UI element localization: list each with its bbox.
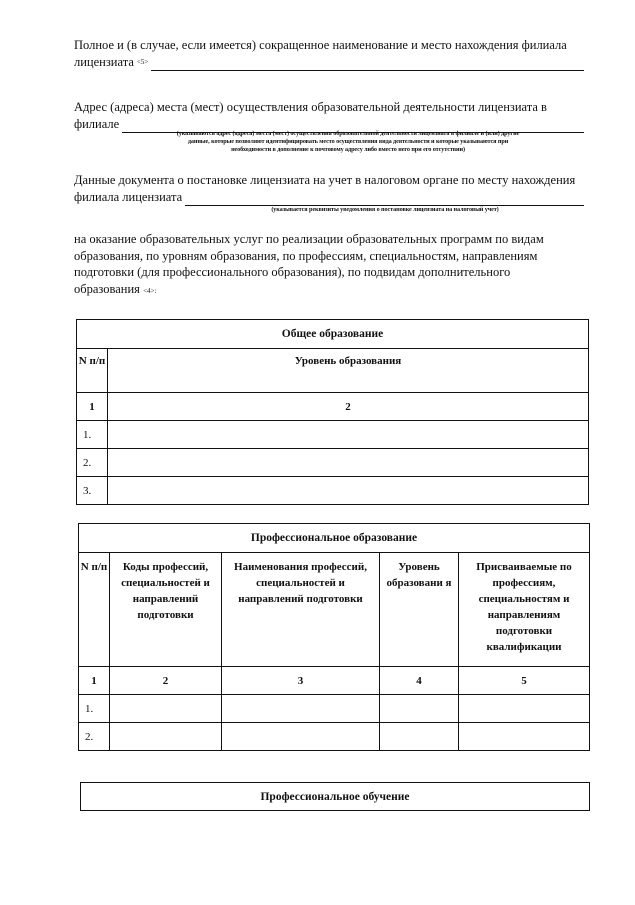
professional-education-title: Профессиональное образование	[79, 524, 590, 553]
row-number: 2.	[79, 723, 110, 751]
address-hint	[108, 130, 588, 154]
professional-training-table	[80, 782, 590, 811]
branch-licensee-label: филиала лицензиата	[74, 190, 183, 204]
branch-name-field[interactable]	[151, 57, 584, 71]
table-cell[interactable]	[108, 421, 589, 449]
table-cell[interactable]	[222, 723, 380, 751]
table-cell[interactable]	[222, 695, 380, 723]
professional-training-title: Профессиональное обучение	[81, 783, 590, 811]
footnote-ref-4: <4>:	[143, 286, 157, 295]
branch-name-label: Полное и (в случае, если имеется) сокращенное наименование и место нахождения филиала	[74, 38, 567, 52]
branch-label: филиале	[74, 117, 120, 131]
general-education-table	[76, 319, 589, 505]
services-description	[74, 231, 584, 299]
table-cell[interactable]	[108, 477, 589, 505]
professional-education-table	[78, 523, 590, 751]
tax-registration-hint: (указывается реквизиты уведомления о постановке лицензиата на налоговый учет)	[271, 206, 499, 213]
table-cell[interactable]	[380, 723, 459, 751]
footnote-ref-5: <5>	[136, 58, 149, 66]
table-cell[interactable]	[380, 695, 459, 723]
general-education-title: Общее образование	[77, 320, 589, 349]
column-number: 2	[108, 393, 589, 421]
column-header-names: Наименования профессий, специальностей и направлений подготовки	[222, 553, 380, 667]
column-number: 4	[380, 667, 459, 695]
tax-registration-field[interactable]	[185, 192, 584, 206]
services-text-line: подготовки (для профессионального образования), по подвидам дополнительного	[74, 265, 511, 279]
column-number: 2	[110, 667, 222, 695]
tax-registration-block	[74, 172, 584, 206]
column-header-qualifications: Присваиваемые по профессиям, специальностям и направлениям подготовки квалификации	[459, 553, 590, 667]
address-hint-line: данные, которые позволяют идентифицировать место осуществления вида деятельности и которые указываются при	[187, 138, 509, 145]
row-number: 1.	[77, 421, 108, 449]
table-cell[interactable]	[459, 723, 590, 751]
services-text-line: образования, по уровням образования, по профессиям, специальностям, направлениям	[74, 248, 538, 263]
address-label: Адрес (адреса) места (мест) осуществления образовательной деятельности лицензиата в	[74, 100, 547, 114]
address-hint-line: необходимости в дополнение к почтовому адресу либо вместо него при его отсутствии)	[231, 146, 465, 153]
branch-name-block	[74, 37, 584, 71]
row-number: 2.	[77, 449, 108, 477]
column-number: 1	[77, 393, 108, 421]
table-cell[interactable]	[110, 695, 222, 723]
licensee-label: лицензиата	[74, 55, 134, 69]
address-hint-line: (указываются адрес (адреса) места (мест) осуществления образовательной деятельности лицензиата в филиале и (или) другие	[176, 130, 520, 137]
column-header-level: Уровень образовани я	[380, 553, 459, 667]
column-header-number: N п/п	[77, 349, 108, 393]
table-cell[interactable]	[108, 449, 589, 477]
services-text-line: образования	[74, 281, 140, 296]
column-header-number: N п/п	[79, 553, 110, 667]
column-header-level: Уровень образования	[108, 349, 589, 393]
column-number: 5	[459, 667, 590, 695]
column-number: 1	[79, 667, 110, 695]
row-number: 3.	[77, 477, 108, 505]
row-number: 1.	[79, 695, 110, 723]
table-cell[interactable]	[110, 723, 222, 751]
column-header-codes: Коды профессий, специальностей и направлений подготовки	[110, 553, 222, 667]
services-text-line: на оказание образовательных услуг по реализации образовательных программ по видам	[74, 232, 544, 246]
column-number: 3	[222, 667, 380, 695]
table-cell[interactable]	[459, 695, 590, 723]
tax-registration-label: Данные документа о постановке лицензиата на учет в налоговом органе по месту нахождения	[74, 173, 576, 187]
address-block	[74, 99, 584, 133]
